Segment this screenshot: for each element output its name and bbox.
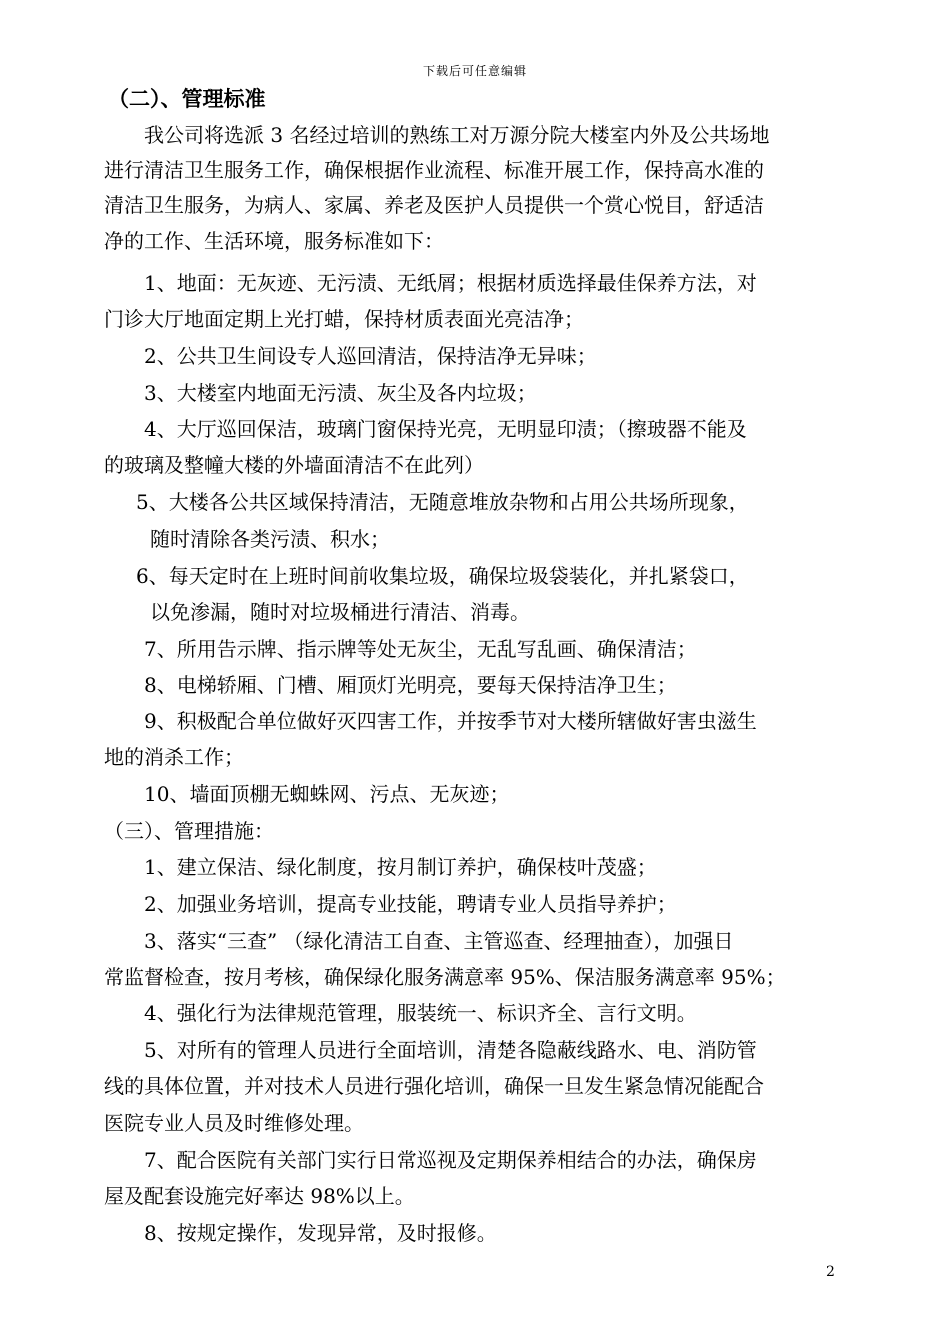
- list-item: 2、加强业务培训，提高专业技能，聘请专业人员指导养护；: [144, 892, 677, 916]
- list-item: 5、对所有的管理人员进行全面培训，清楚各隐蔽线路水、电、消防管: [144, 1038, 757, 1062]
- list-item: 3、落实“三查” （绿化清洁工自查、主管巡查、经理抽查），加强日: [144, 929, 734, 953]
- list-item-continuation: 线的具体位置，并对技术人员进行强化培训，确保一旦发生紧急情况能配合: [104, 1074, 764, 1098]
- list-item: 4、强化行为法律规范管理，服装统一、标识齐全、言行文明。: [144, 1001, 697, 1025]
- list-item: 6、每天定时在上班时间前收集垃圾，确保垃圾袋装化，并扎紧袋口，: [136, 564, 749, 588]
- list-item: 7、配合医院有关部门实行日常巡视及定期保养相结合的办法，确保房: [144, 1148, 757, 1172]
- list-item-continuation: 地的消杀工作；: [104, 745, 244, 769]
- list-item: 3、大楼室内地面无污渍、灰尘及各内垃圾；: [144, 381, 537, 405]
- list-item: 5、大楼各公共区域保持清洁，无随意堆放杂物和占用公共场所现象，: [136, 490, 749, 514]
- list-item: 7、所用告示牌、指示牌等处无灰尘，无乱写乱画、确保清洁；: [144, 637, 697, 661]
- paragraph-line: 进行清洁卫生服务工作，确保根据作业流程、标准开展工作，保持高水准的: [104, 158, 764, 182]
- list-item-continuation: 随时清除各类污渍、积水；: [150, 527, 390, 551]
- paragraph-line: 净的工作、生活环境，服务标准如下：: [104, 229, 444, 253]
- list-item-continuation: 常监督检查，按月考核，确保绿化服务满意率 95%、保洁服务满意率 95%；: [104, 965, 786, 989]
- list-item: 8、电梯轿厢、门槽、厢顶灯光明亮，要每天保持洁净卫生；: [144, 673, 677, 697]
- list-item: 1、建立保洁、绿化制度，按月制订养护，确保枝叶茂盛；: [144, 855, 657, 879]
- paragraph-line: 清洁卫生服务，为病人、家属、养老及医护人员提供一个赏心悦目，舒适洁: [104, 193, 764, 217]
- list-item-continuation: 的玻璃及整幢大楼的外墙面清洁不在此列）: [104, 453, 484, 477]
- section-heading-standards: （二）、管理标准: [108, 86, 266, 111]
- list-item: 10、墙面顶棚无蜘蛛网、污点、无灰迹；: [144, 782, 510, 806]
- list-item: 8、按规定操作，发现异常，及时报修。: [144, 1221, 497, 1245]
- list-item-continuation: 门诊大厅地面定期上光打蜡，保持材质表面光亮洁净；: [104, 307, 584, 331]
- list-item-continuation: 以免渗漏，随时对垃圾桶进行清洁、消毒。: [150, 600, 530, 624]
- section-heading-measures: （三）、管理措施：: [104, 819, 274, 843]
- page-number: 2: [826, 1264, 835, 1280]
- list-item: 9、积极配合单位做好灭四害工作，并按季节对大楼所辖做好害虫滋生: [144, 709, 757, 733]
- list-item: 1、地面：无灰迹、无污渍、无纸屑；根据材质选择最佳保养方法，对: [144, 271, 757, 295]
- list-item: 2、公共卫生间设专人巡回清洁，保持洁净无异味；: [144, 344, 597, 368]
- paragraph-line: 我公司将选派 3 名经过培训的熟练工对万源分院大楼室内外及公共场地: [144, 123, 770, 147]
- page-header: 下载后可任意编辑: [422, 64, 527, 78]
- list-item-continuation: 医院专业人员及时维修处理。: [104, 1111, 364, 1135]
- list-item-continuation: 屋及配套设施完好率达 98%以上。: [104, 1184, 415, 1208]
- list-item: 4、大厅巡回保洁，玻璃门窗保持光亮，无明显印渍；（擦玻器不能及: [144, 417, 747, 441]
